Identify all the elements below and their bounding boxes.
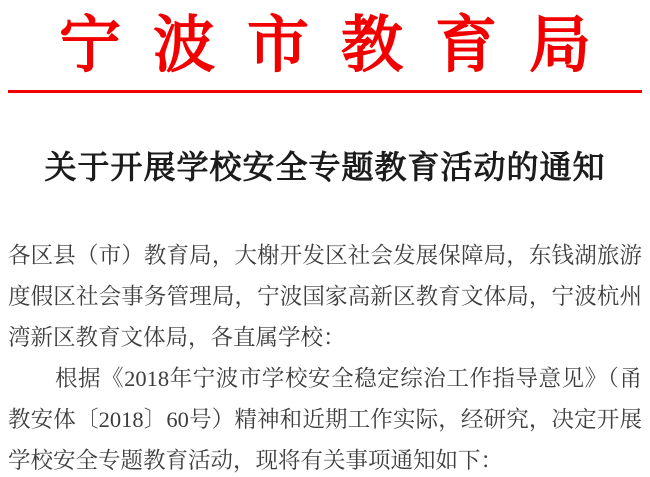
document-body <box>8 235 642 477</box>
document-title: 关于开展学校安全专题教育活动的通知 <box>44 149 606 185</box>
body-line: 根据《2018年宁波市学校安全稳定综治工作指导意见》（甬 <box>55 366 642 391</box>
body-line: 教安体〔2018〕60号）精神和近期工作实际，经研究，决定开展 <box>8 407 642 432</box>
letterhead <box>0 0 650 93</box>
agency-name: 宁波市教育局 <box>58 12 623 80</box>
body-line: 度假区社会事务管理局，宁波国家高新区教育文体局，宁波杭州 <box>8 284 642 309</box>
body-line: 各区县（市）教育局，大榭开发区社会发展保障局，东钱湖旅游 <box>8 243 642 268</box>
body-line: 湾新区教育文体局，各直属学校： <box>8 325 346 350</box>
letterhead-divider <box>8 90 642 93</box>
body-line: 学校安全专题教育活动，现将有关事项通知如下： <box>8 448 504 473</box>
